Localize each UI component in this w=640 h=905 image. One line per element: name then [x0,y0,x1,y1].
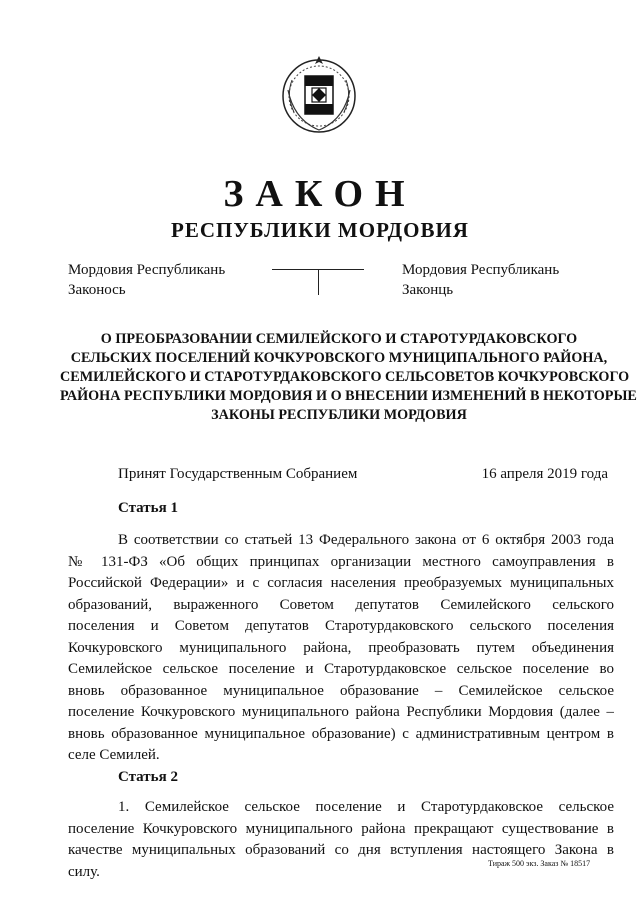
article-2-line: качестве муниципальных образований со дня вступления настоящего Закона в [68,842,614,858]
document-title: ЗАКОН [223,173,417,215]
article-1-title: Статья 1 [118,500,178,516]
mordovian-title-left [68,260,225,300]
article-1-line: Семилейское сельское поселение и Старотурдаковское сельское поселение во [68,661,614,677]
header-divider-vertical [318,269,319,295]
article-1-line: селе Семилей. [68,747,160,763]
heading-line: СЕЛЬСКИХ ПОСЕЛЕНИЙ КОЧКУРОВСКОГО МУНИЦИПАЛЬНОГО РАЙОНА, [70,350,608,366]
article-1-line: вновь образованное муниципальное образование) с административным центром в [68,725,614,742]
article-2-line: поселение Кочкуровского муниципального района прекращают существование в [68,820,614,837]
article-1-line: В соответствии со статьей 13 Федерального закона от 6 октября 2003 года [118,532,614,548]
print-run-note: Тираж 500 экз. Заказ № 18517 [488,859,591,868]
article-1-line: Российской Федерации» и с согласия населения преобразуемых муниципальных [68,575,614,591]
mordovia-coat-of-arms-icon [276,50,362,136]
article-1-line: образований, выраженного Советом депутатов Семилейского сельского [68,596,614,613]
adoption-date: 16 апреля 2019 года [481,466,608,482]
article-1-line: № 131-ФЗ «Об общих принципах организации местного самоуправления в [68,553,614,570]
article-1-line: поселение Кочкуровского муниципального района Республики Мордовия (далее – [68,704,614,720]
article-2-body [68,797,614,883]
right-lang-line-2: Законць [402,282,454,298]
article-2-line: силу. [68,863,100,880]
heading-line: О ПРЕОБРАЗОВАНИИ СЕМИЛЕЙСКОГО И СТАРОТУРДАКОВСКОГО [100,331,578,347]
adopted-by: Принят Государственным Собранием [118,466,358,482]
document-subtitle: РЕСПУБЛИКИ МОРДОВИЯ [171,218,469,242]
article-2-title: Статья 2 [118,769,178,785]
heading-line: РАЙОНА РЕСПУБЛИКИ МОРДОВИЯ И О ВНЕСЕНИИ ИЗМЕНЕНИЙ В НЕКОТОРЫЕ [60,388,637,404]
article-1-line: вновь образованное муниципальное образование – Семилейское сельское [68,682,614,699]
right-lang-line-1: Мордовия Республикань [402,262,560,278]
heading-line: СЕМИЛЕЙСКОГО И СТАРОТУРДАКОВСКОГО СЕЛЬСОВЕТОВ КОЧКУРОВСКОГО [60,369,630,385]
article-1-line: Кочкуровского муниципального района, преобразовать путем объединения [68,639,614,656]
left-lang-line-1: Мордовия Республикань [68,262,226,278]
mordovian-title-right [402,260,559,300]
article-1-body [68,530,614,767]
article-1-line: поселения и Советом депутатов Старотурдаковского сельского поселения [68,618,614,634]
article-2-line: 1. Семилейское сельское поселение и Старотурдаковское сельское [118,799,614,815]
left-lang-line-2: Законось [68,282,126,298]
heading-line: ЗАКОНЫ РЕСПУБЛИКИ МОРДОВИЯ [211,407,467,423]
law-heading [60,330,637,425]
